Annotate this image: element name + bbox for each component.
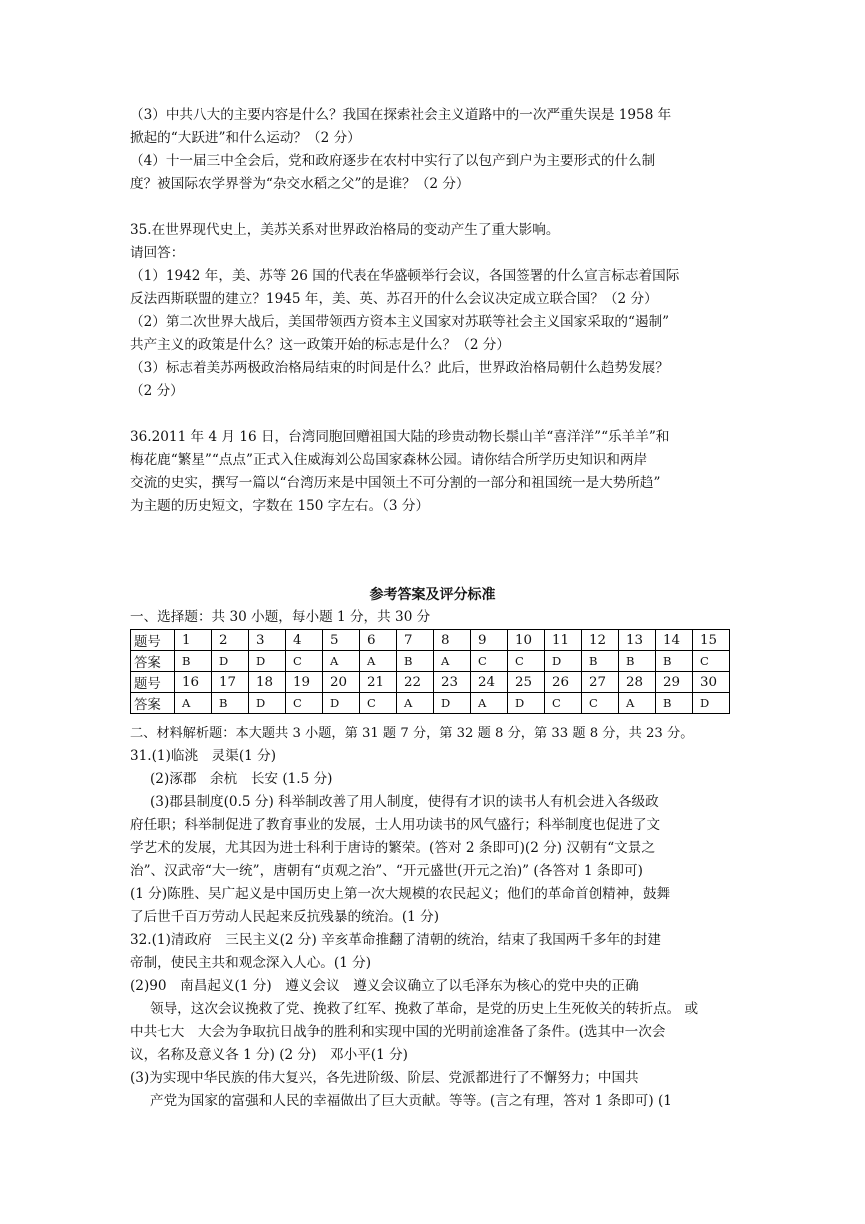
table-cell: 30 <box>693 672 730 693</box>
answer-line: 帝制，使民主共和观念深入人心。(1 分) <box>130 955 372 971</box>
table-cell: 19 <box>286 672 323 693</box>
table-cell: C <box>582 693 619 714</box>
table-cell: D <box>249 651 286 672</box>
question-line: 35.在世界现代史上，美苏关系对世界政治格局的变动产生了重大影响。 <box>130 222 560 238</box>
question-36 <box>130 426 740 518</box>
section-heading: 二、材料解析题：本大题共 3 小题，第 31 题 7 分，第 32 题 8 分，第 33 题 8 分，共 23 分。 <box>130 726 694 741</box>
answer-line: 议，名称及意义各 1 分) (2 分) 邓小平(1 分) <box>130 1047 408 1063</box>
table-cell: 14 <box>656 630 693 651</box>
table-cell: D <box>545 651 582 672</box>
table-cell: 11 <box>545 630 582 651</box>
table-row <box>131 630 730 651</box>
table-cell: A <box>619 693 656 714</box>
table-cell: 29 <box>656 672 693 693</box>
table-cell: B <box>582 651 619 672</box>
answer-line: 了后世千百万劳动人民起来反抗残暴的统治。(1 分) <box>130 909 440 925</box>
question-35 <box>130 219 740 403</box>
table-cell: 12 <box>582 630 619 651</box>
answer-line: (1 分)陈胜、吴广起义是中国历史上第一次大规模的农民起义；他们的革命首创精神，鼓舞 <box>130 886 671 902</box>
table-cell: C <box>360 693 397 714</box>
table-cell: C <box>286 651 323 672</box>
question-line: （2）第二次世界大战后，美国带领西方资本主义国家对苏联等社会主义国家采取的“遏制” <box>130 314 670 330</box>
table-cell: 答案 <box>131 651 175 672</box>
answer-line: 32.(1)清政府 三民主义(2 分) 辛亥革命推翻了清朝的统治，结束了我国两千多年的封建 <box>130 932 661 948</box>
table-cell: C <box>286 693 323 714</box>
question-line: （1）1942 年，美、苏等 26 国的代表在华盛顿举行会议，各国签署的什么宣言标志着国际 <box>130 268 680 284</box>
table-cell: D <box>249 693 286 714</box>
table-cell: 3 <box>249 630 286 651</box>
table-cell: B <box>656 693 693 714</box>
question-line: （3）标志着美苏两极政治格局结束的时间是什么？此后，世界政治格局朝什么趋势发展？ <box>130 360 669 376</box>
table-cell: B <box>619 651 656 672</box>
table-cell: D <box>693 693 730 714</box>
table-cell: A <box>397 693 434 714</box>
answer-key-title: 参考答案及评分标准 <box>369 587 496 603</box>
table-cell: 1 <box>175 630 212 651</box>
table-cell: C <box>471 651 508 672</box>
table-cell: 13 <box>619 630 656 651</box>
table-cell: D <box>508 693 545 714</box>
table-cell: A <box>323 651 360 672</box>
answer-line: (3)郡县制度(0.5 分) 科举制改善了用人制度，使得有才识的读书人有机会进入各级政 <box>150 794 659 810</box>
table-cell: 23 <box>434 672 471 693</box>
table-row <box>131 651 730 672</box>
table-cell: A <box>434 651 471 672</box>
table-cell: 答案 <box>131 693 175 714</box>
question-line: 为主题的历史短文，字数在 150 字左右。（3 分） <box>130 498 430 514</box>
question-line: 度？被国际农学界誉为“杂交水稻之父”的是谁？（2 分） <box>130 176 470 192</box>
table-cell: 题号 <box>131 630 175 651</box>
table-cell: D <box>434 693 471 714</box>
table-cell: 15 <box>693 630 730 651</box>
question-line: 共产主义的政策是什么？这一政策开始的标志是什么？（2 分） <box>130 337 510 353</box>
question-34-continued <box>130 104 740 196</box>
table-cell: 16 <box>175 672 212 693</box>
question-line: 请回答： <box>130 245 185 261</box>
table-row <box>131 693 730 714</box>
question-line: （3）中共八大的主要内容是什么？我国在探索社会主义道路中的一次严重失误是 1958 年 <box>130 107 672 123</box>
answer-table <box>130 629 730 714</box>
answer-line: 治”、汉武帝“大一统”，唐朝有“贞观之治”、“开元盛世(开元之治)” (各答对 1 条即可) <box>130 863 643 879</box>
answer-line: 领导，这次会议挽救了党、挽救了红军、挽救了革命，是党的历史上生死攸关的转折点。 或 <box>150 1001 699 1017</box>
table-cell: 10 <box>508 630 545 651</box>
table-cell: A <box>360 651 397 672</box>
table-cell: B <box>656 651 693 672</box>
table-cell: 4 <box>286 630 323 651</box>
section-1-heading <box>130 606 740 629</box>
table-cell: A <box>471 693 508 714</box>
table-cell: 27 <box>582 672 619 693</box>
question-line: （4）十一届三中全会后，党和政府逐步在农村中实行了以包产到户为主要形式的什么制 <box>130 153 656 169</box>
table-cell: 18 <box>249 672 286 693</box>
question-line: （2 分） <box>130 383 184 399</box>
answer-line: 府任职；科举制促进了教育事业的发展，士人用功读书的风气盛行；科举制度也促进了文 <box>130 817 661 833</box>
answer-line: (2)90 南昌起义(1 分) 遵义会议 遵义会议确立了以毛泽东为核心的党中央的正确 <box>130 978 639 994</box>
table-cell: D <box>323 693 360 714</box>
table-cell: 题号 <box>131 672 175 693</box>
question-line: 梅花鹿“繁星”“点点”正式入住威海刘公岛国家森林公园。请你结合所学历史知识和两岸 <box>130 452 648 468</box>
question-line: 交流的史实，撰写一篇以“台湾历来是中国领土不可分割的一部分和祖国统一是大势所趋” <box>130 475 661 491</box>
answer-line: 31.(1)临洮 灵渠(1 分) <box>130 748 277 764</box>
question-line: 反法西斯联盟的建立？1945 年，美、英、苏召开的什么会议决定成立联合国？（2 分） <box>130 291 658 307</box>
table-cell: C <box>545 693 582 714</box>
table-cell: C <box>693 651 730 672</box>
table-cell: 7 <box>397 630 434 651</box>
table-cell: B <box>212 693 249 714</box>
table-cell: 24 <box>471 672 508 693</box>
table-cell: 26 <box>545 672 582 693</box>
question-line: 36.2011 年 4 月 16 日，台湾同胞回赠祖国大陆的珍贵动物长鬃山羊“喜洋洋”“乐羊羊”和 <box>130 429 670 445</box>
table-cell: 8 <box>434 630 471 651</box>
table-cell: B <box>397 651 434 672</box>
answer-line <box>130 1113 750 1136</box>
table-cell: 20 <box>323 672 360 693</box>
answer-line: 学艺术的发展，尤其因为进士科利于唐诗的繁荣。(答对 2 条即可)(2 分) 汉朝有“文景之 <box>130 840 655 856</box>
table-cell: 9 <box>471 630 508 651</box>
table-cell: 25 <box>508 672 545 693</box>
table-cell: 22 <box>397 672 434 693</box>
section-2 <box>130 722 750 1136</box>
table-cell: C <box>508 651 545 672</box>
table-cell: 6 <box>360 630 397 651</box>
section-heading: 一、选择题：共 30 小题，每小题 1 分，共 30 分 <box>130 609 431 625</box>
answer-line: (2)涿郡 余杭 长安 (1.5 分) <box>150 771 333 787</box>
table-cell: D <box>212 651 249 672</box>
table-cell: A <box>175 693 212 714</box>
answer-line: (3)为实现中华民族的伟大复兴，各先进阶级、阶层、党派都进行了不懈努力；中国共 <box>130 1070 639 1086</box>
table-cell: 28 <box>619 672 656 693</box>
table-cell: B <box>175 651 212 672</box>
table-cell: 2 <box>212 630 249 651</box>
table-cell: 21 <box>360 672 397 693</box>
table-cell: 17 <box>212 672 249 693</box>
answer-line: 产党为国家的富强和人民的幸福做出了巨大贡献。等等。(言之有理，答对 1 条即可) (1 <box>150 1093 672 1109</box>
table-cell: 5 <box>323 630 360 651</box>
table-row <box>131 672 730 693</box>
answer-line: 中共七大 大会为争取抗日战争的胜利和实现中国的光明前途准备了条件。(选其中一次会 <box>130 1024 666 1040</box>
question-line: 掀起的“大跃进”和什么运动？（2 分） <box>130 130 361 146</box>
